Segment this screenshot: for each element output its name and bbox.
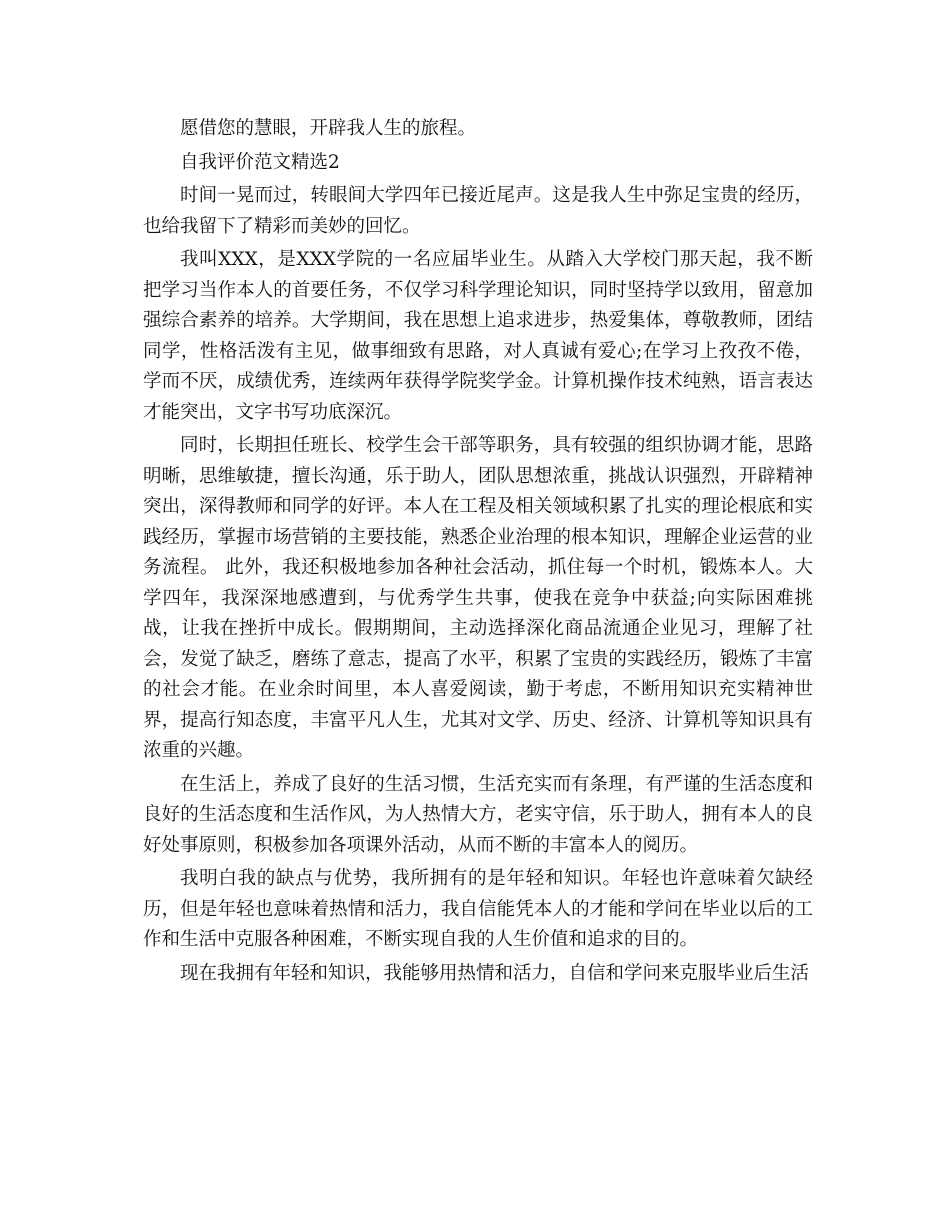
paragraph-closing-line: 愿借您的慧眼，开辟我人生的旅程。 bbox=[180, 118, 477, 139]
paragraph: 现在我拥有年轻和知识，我能够用热情和活力，自信和学问来克服毕业后生活 bbox=[180, 962, 810, 984]
paragraph: 我明白我的缺点与优势，我所拥有的是年轻和知识。年轻也许意味着欠缺经历，但是年轻也意味着热情和活力，我自信能凭本人的才能和学问在毕业以后的工作和生活中克服各种困难，不断实现自我的人生价值和追求的目的。 bbox=[143, 868, 813, 950]
document-body bbox=[143, 114, 813, 992]
section-heading: 自我评价范文精选2 bbox=[180, 151, 340, 173]
paragraph: 同时，长期担任班长、校学生会干部等职务，具有较强的组织协调才能，思路明晰，思维敏捷，擅长沟通，乐于助人，团队思想浓重，挑战认识强烈，开辟精神突出，深得教师和同学的好评。本人在工程及相关领域积累了扎实的理论根底和实践经历，掌握市场营销的主要技能，熟悉企业治理的根本知识，理解企业运营的业务流程。 此外，我还积极地参加各种社会活动，抓住每一个时机，锻炼本人。大学四年，我深深地感遭到，与优秀学生共事，使我在竞争中获益;向实际困难挑战，让我在挫折中成长。假期期间，主动选择深化商品流通企业见习，理解了社会，发觉了缺乏，磨练了意志，提高了水平，积累了宝贵的实践经历，锻炼了丰富的社会才能。在业余时间里，本人喜爱阅读，勤于考虑，不断用知识充实精神世界，提高行知态度，丰富平凡人生，尤其对文学、历史、经济、计算机等知识具有浓重的兴趣。 bbox=[143, 435, 813, 761]
paragraph: 时间一晃而过，转眼间大学四年已接近尾声。这是我人生中弥足宝贵的经历，也给我留下了精彩而美妙的回忆。 bbox=[143, 185, 813, 237]
paragraph: 在生活上，养成了良好的生活习惯，生活充实而有条理，有严谨的生活态度和良好的生活态度和生活作风，为人热情大方，老实守信，乐于助人，拥有本人的良好处事原则，积极参加各项课外活动，从而不断的丰富本人的阅历。 bbox=[143, 773, 813, 856]
paragraph: 我叫XXX，是XXX学院的一名应届毕业生。从踏入大学校门那天起，我不断把学习当作本人的首要任务，不仅学习科学理论知识，同时坚持学以致用，留意加强综合素养的培养。大学期间，我在思想上追求进步，热爱集体，尊敬教师，团结同学，性格活泼有主见，做事细致有思路，对人真诚有爱心;在学习上孜孜不倦，学而不厌，成绩优秀，连续两年获得学院奖学金。计算机操作技术纯熟，语言表达才能突出，文字书写功底深沉。 bbox=[143, 249, 813, 423]
